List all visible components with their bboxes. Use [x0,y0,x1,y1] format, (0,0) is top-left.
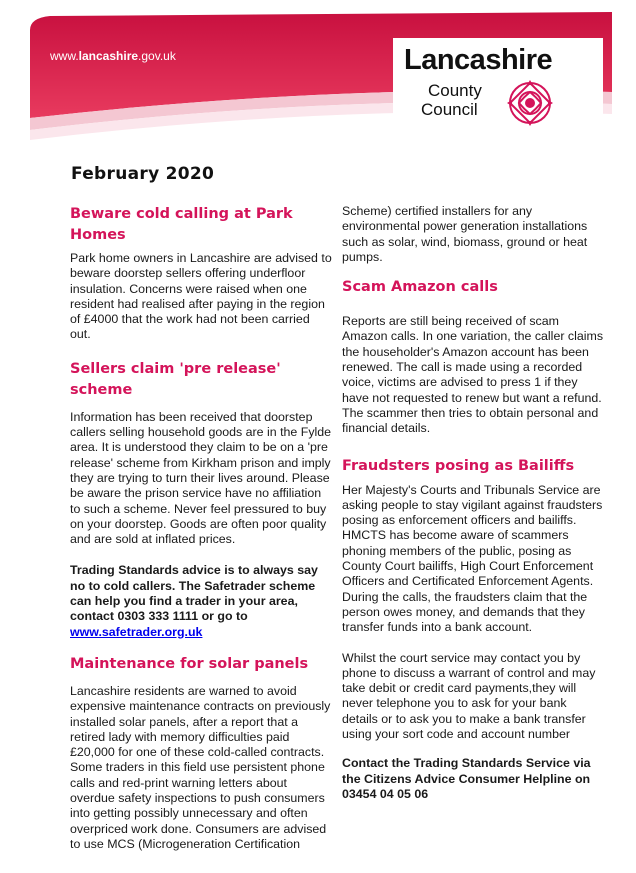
logo-subtitle-county: County [428,81,482,100]
body-pre-release: Information has been received that doorstep callers selling household goods are in the Fylde area. It is understood they claim to be on a 'pre release' scheme from Kirkham prison and imply they are trying to turn their lives around. Please be aware the prison service have no affiliation to such a scheme. Never feel pressured to buy on your doorstep. Goods are often poor quality and are sold at inflated prices. [70,409,332,547]
heading-park-homes: Beware cold calling at Park Homes [70,206,293,243]
body-solar-continued: Scheme) certified installers for any environmental power generation installations such as solar, wind, biomass, ground or heat pumps. [342,204,588,264]
url-domain: lancashire [78,49,139,63]
right-column [342,204,604,802]
newsletter-date: February 2020 [71,164,215,184]
website-url[interactable] [50,49,176,63]
body-park-homes: Park home owners in Lancashire are advised to beware doorstep sellers offering underfloor insulation. Concerns were raised when one resident had realised after paying in the region of £4000 that the work had not been carried out. [70,251,332,342]
url-suffix: .gov.uk [138,49,176,63]
body-bailiffs: Her Majesty's Courts and Tribunals Service are asking people to stay vigilant against fraudsters posing as enforcement officers and bailiffs. HMCTS has become aware of scammers phoning members of the public, posing as County Court bailiffs, High Court Enforcement Officers and Certificated Enforcement Agents. During the calls, the fraudsters claim that the person owes money, and demands that they transfer funds into a bank account. [342,482,603,635]
body-bailiffs-court: Whilst the court service may contact you by phone to discuss a warrant of control and may take debit or credit card payments,they will never telephone you to ask for your bank details or to ask you to make a bank transfer using your sort code and account number [342,650,596,742]
heading-amazon: Scam Amazon calls [342,279,498,296]
contact-helpline: Contact the Trading Standards Service via the Citizens Advice Consumer Helpline on 03454 04 05 06 [342,756,591,801]
heading-pre-release: Sellers claim 'pre release' scheme [70,360,281,398]
body-amazon: Reports are still being received of scam Amazon calls. In one variation, the caller claims the householder's Amazon account has been renewed. The call is made using a recorded voice, victims are advised to press 1 if they have not requested to renew but want a refund. The scammer then tries to obtain personal and financial details. [342,314,604,436]
url-prefix: www. [50,49,79,63]
heading-bailiffs: Fraudsters posing as Bailiffs [342,457,575,474]
red-rose-icon [505,78,555,128]
logo-title: Lancashire [404,44,553,76]
body-solar: Lancashire residents are warned to avoid expensive maintenance contracts on previously installed solar panels, after a report that a retired lady with memory difficulties paid £20,000 for one of these cold-called contracts. Some traders in this field use persistent phone calls and red-print warning letters about overdue safety inspections to push consumers into getting possibly unnecessary and often overpriced work done. Consumers are advised to use MCS (Microgeneration Certification [70,683,331,851]
advice-text: Trading Standards advice is to always say no to cold callers. The Safetrader scheme can help you find a trader in your area, contact 0303 333 1111 or go to [70,563,318,624]
safetrader-link[interactable]: www.safetrader.org.uk [70,624,203,639]
left-column [70,204,332,852]
advice-pre-release [70,563,332,639]
logo-subtitle-council: Council [421,100,478,119]
heading-solar: Maintenance for solar panels [70,655,309,672]
